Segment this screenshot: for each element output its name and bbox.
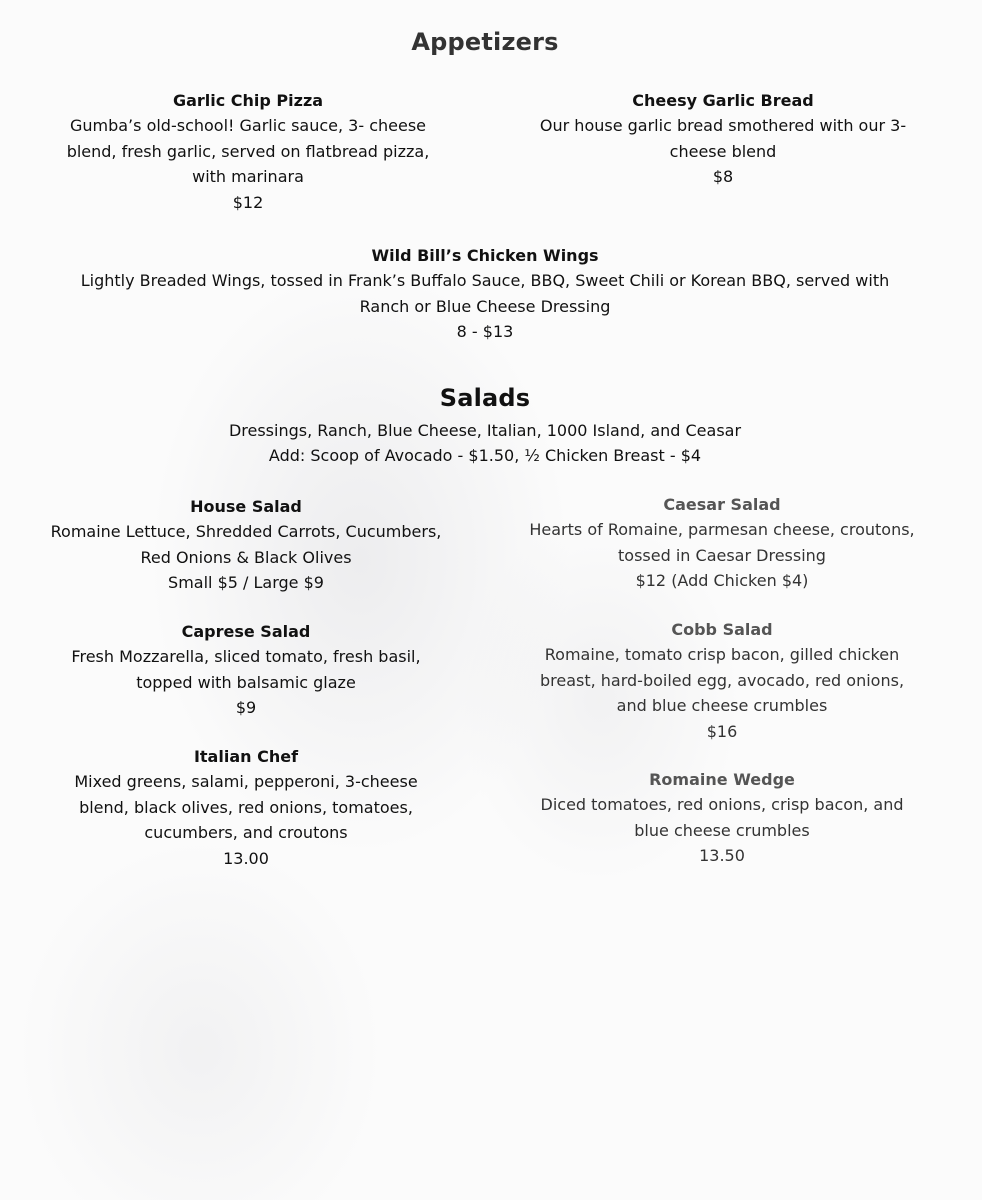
- caprese-salad-item: [26, 619, 466, 721]
- item-price: Small $5 / Large $9: [168, 573, 324, 592]
- item-desc-line: blend, fresh garlic, served on flatbread pizza,: [66, 141, 430, 161]
- item-name: Wild Bill’s Chicken Wings: [371, 246, 599, 265]
- item-desc-line: Hearts of Romaine, parmesan cheese, croutons,: [529, 520, 915, 539]
- item-price: $12: [232, 192, 264, 212]
- italian-chef-item: [26, 744, 466, 872]
- house-salad-item: [26, 494, 466, 596]
- dressings-note: Dressings, Ranch, Blue Cheese, Italian, 1000 Island, and Ceasar: [228, 421, 742, 440]
- item-name: Garlic Chip Pizza: [172, 91, 324, 110]
- item-desc-line: Lightly Breaded Wings, tossed in Frank’s Buffalo Sauce, BBQ, Sweet Chili or Korean BBQ, served with: [80, 271, 890, 290]
- romaine-wedge-item: [502, 767, 942, 869]
- item-name: Cheesy Garlic Bread: [632, 91, 814, 110]
- chicken-wings-item: [20, 243, 950, 345]
- item-name: Caesar Salad: [663, 495, 781, 514]
- add-ons-note: Add: Scoop of Avocado - $1.50, ½ Chicken Breast - $4: [268, 446, 702, 465]
- item-price: 13.50: [699, 846, 745, 865]
- item-desc-line: Gumba’s old-school! Garlic sauce, 3- cheese: [69, 116, 427, 135]
- item-desc-line: Mixed greens, salami, pepperoni, 3-cheese: [74, 772, 418, 791]
- item-desc-line: Ranch or Blue Cheese Dressing: [359, 296, 611, 316]
- item-desc-line: and blue cheese crumbles: [616, 696, 828, 715]
- item-desc-line: breast, hard-boiled egg, avocado, red onions,: [539, 670, 905, 690]
- cheesy-garlic-bread-item: [503, 88, 943, 190]
- appetizers-heading: Appetizers: [411, 28, 559, 56]
- item-desc-line: cheese blend: [669, 141, 777, 161]
- item-desc-line: Fresh Mozzarella, sliced tomato, fresh basil,: [71, 647, 421, 666]
- item-price: $8: [712, 167, 734, 186]
- item-price: 13.00: [223, 848, 269, 868]
- item-desc-line: tossed in Caesar Dressing: [618, 545, 826, 565]
- item-desc-line: Our house garlic bread smothered with our 3-: [539, 116, 907, 135]
- garlic-chip-pizza-item: [28, 88, 468, 216]
- item-name: House Salad: [190, 497, 302, 516]
- item-desc-line: blue cheese crumbles: [634, 820, 810, 840]
- item-desc-line: Diced tomatoes, red onions, crisp bacon, and: [540, 795, 904, 814]
- item-desc-line: Red Onions & Black Olives: [140, 547, 352, 567]
- item-price: $16: [706, 721, 738, 741]
- item-name: Cobb Salad: [671, 620, 773, 639]
- item-desc-line: Romaine Lettuce, Shredded Carrots, Cucumbers,: [50, 522, 442, 541]
- item-price: $12 (Add Chicken $4): [635, 571, 809, 590]
- item-name: Romaine Wedge: [649, 770, 795, 789]
- item-price: $9: [235, 698, 257, 717]
- item-desc-line: topped with balsamic glaze: [136, 672, 356, 692]
- item-name: Italian Chef: [193, 747, 299, 766]
- item-name: Caprese Salad: [181, 622, 311, 641]
- item-desc-line: Romaine, tomato crisp bacon, gilled chicken: [544, 645, 900, 664]
- item-price: 8 - $13: [456, 322, 514, 341]
- cobb-salad-item: [502, 617, 942, 745]
- item-desc-line: blend, black olives, red onions, tomatoes,: [79, 797, 413, 817]
- caesar-salad-item: [502, 492, 942, 594]
- item-desc-line: cucumbers, and croutons: [144, 823, 348, 842]
- item-desc-line: with marinara: [192, 167, 304, 186]
- salads-heading: Salads: [439, 384, 531, 412]
